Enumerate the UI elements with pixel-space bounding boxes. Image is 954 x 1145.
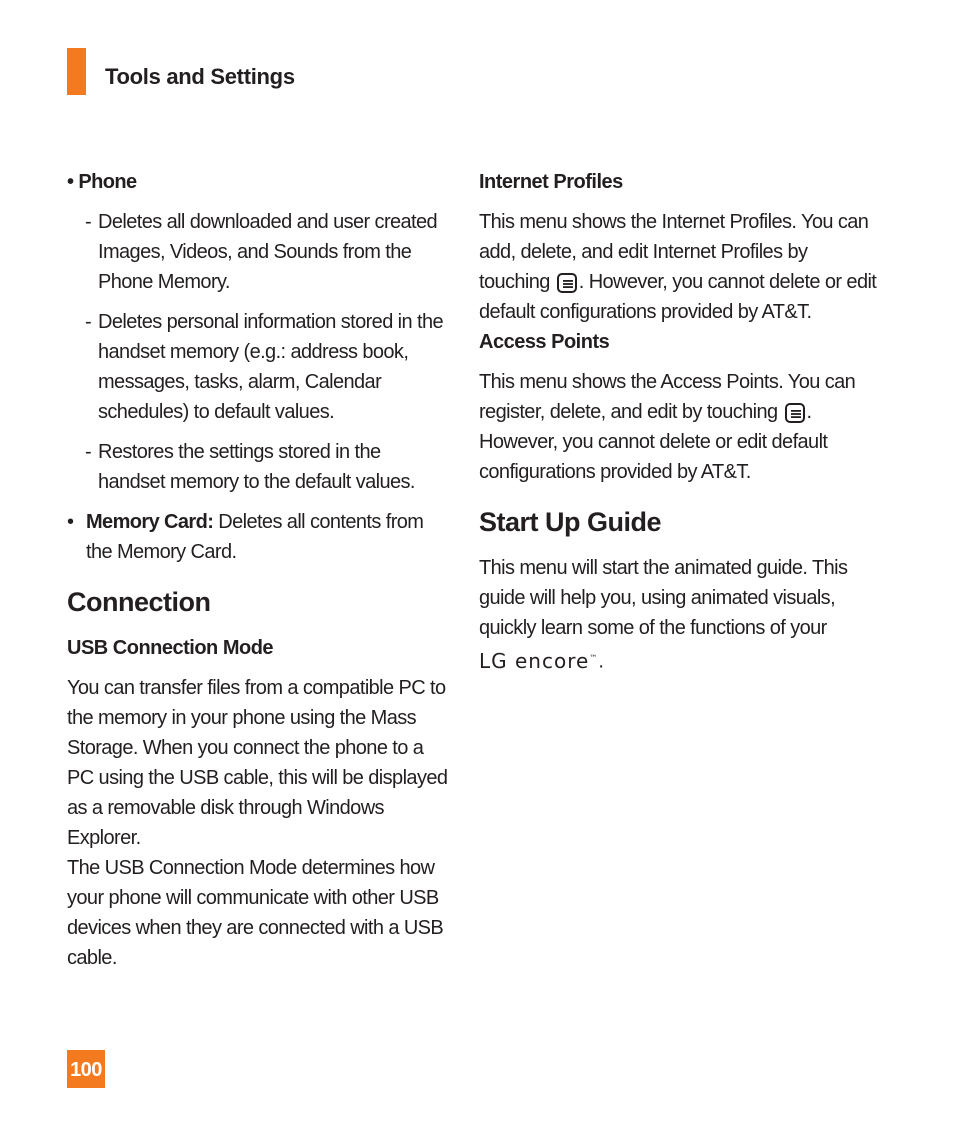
start-up-guide-paragraph bbox=[479, 553, 879, 677]
usb-paragraph-1: You can transfer files from a compatible PC to the memory in your phone using the Mass Storage. When you connect the phone to a PC using the USB cable, this will be displayed as a removable disk through Windows Explorer. bbox=[67, 677, 448, 849]
internet-profiles-heading: Internet Profiles bbox=[479, 171, 623, 193]
connection-heading: Connection bbox=[67, 587, 211, 617]
lg-encore-logo bbox=[479, 649, 598, 673]
internet-text-after: . However, you cannot delete or edit default configurations provided by AT&T. bbox=[479, 271, 877, 323]
phone-bullet-label: Phone bbox=[78, 171, 137, 193]
startup-text: This menu will start the animated guide. This guide will help you, using animated visuals, quickly learn some of the functions of your bbox=[479, 557, 848, 639]
usb-heading: USB Connection Mode bbox=[67, 637, 274, 659]
access-points-paragraph bbox=[479, 367, 879, 487]
phone-item: - Deletes all downloaded and user created Images, Videos, and Sounds from the Phone Memory. bbox=[85, 211, 438, 293]
phone-item: - Restores the settings stored in the handset memory to the default values. bbox=[85, 441, 415, 493]
usb-paragraph-2: The USB Connection Mode determines how your phone will communicate with other USB devices when they are connected with a USB cable. bbox=[67, 857, 444, 969]
page-number: 100 bbox=[67, 1050, 105, 1088]
phone-item-text: Restores the settings stored in the handset memory to the default values. bbox=[98, 441, 415, 493]
memory-card-bullet: • Memory Card: Deletes all contents from the Memory Card. bbox=[67, 511, 424, 563]
left-column bbox=[67, 167, 452, 973]
phone-item-text: Deletes personal information stored in the handset memory (e.g.: address book, messages, tasks, alarm, Calendar schedules) to default values. bbox=[98, 311, 444, 423]
access-text-before: This menu shows the Access Points. You can register, delete, and edit by touching bbox=[479, 371, 856, 423]
brand-tm: ™ bbox=[589, 653, 599, 662]
phone-item: - Deletes personal information stored in the handset memory (e.g.: address book, messages, tasks, alarm, Calendar schedules) to default values. bbox=[85, 311, 444, 423]
menu-key-icon bbox=[557, 273, 577, 293]
phone-item-text: Deletes all downloaded and user created Images, Videos, and Sounds from the Phone Memory. bbox=[98, 211, 438, 293]
section-title: Tools and Settings bbox=[105, 64, 295, 89]
section-accent-bar bbox=[67, 48, 86, 95]
menu-key-icon bbox=[785, 403, 805, 423]
memory-card-text: Deletes all contents from the Memory Card. bbox=[86, 511, 424, 563]
access-text-after: . However, you cannot delete or edit default configurations provided by AT&T. bbox=[479, 401, 828, 483]
internet-text-before: This menu shows the Internet Profiles. You can add, delete, and edit Internet Profiles by touching bbox=[479, 211, 869, 293]
right-column bbox=[479, 167, 879, 677]
internet-profiles-paragraph bbox=[479, 207, 879, 327]
memory-card-label: Memory Card: bbox=[86, 511, 214, 533]
access-points-heading: Access Points bbox=[479, 331, 610, 353]
brand-period: . bbox=[598, 650, 604, 673]
brand-name: LG encore bbox=[479, 648, 590, 673]
phone-bullet: • Phone bbox=[67, 171, 137, 193]
start-up-guide-heading: Start Up Guide bbox=[479, 507, 662, 537]
